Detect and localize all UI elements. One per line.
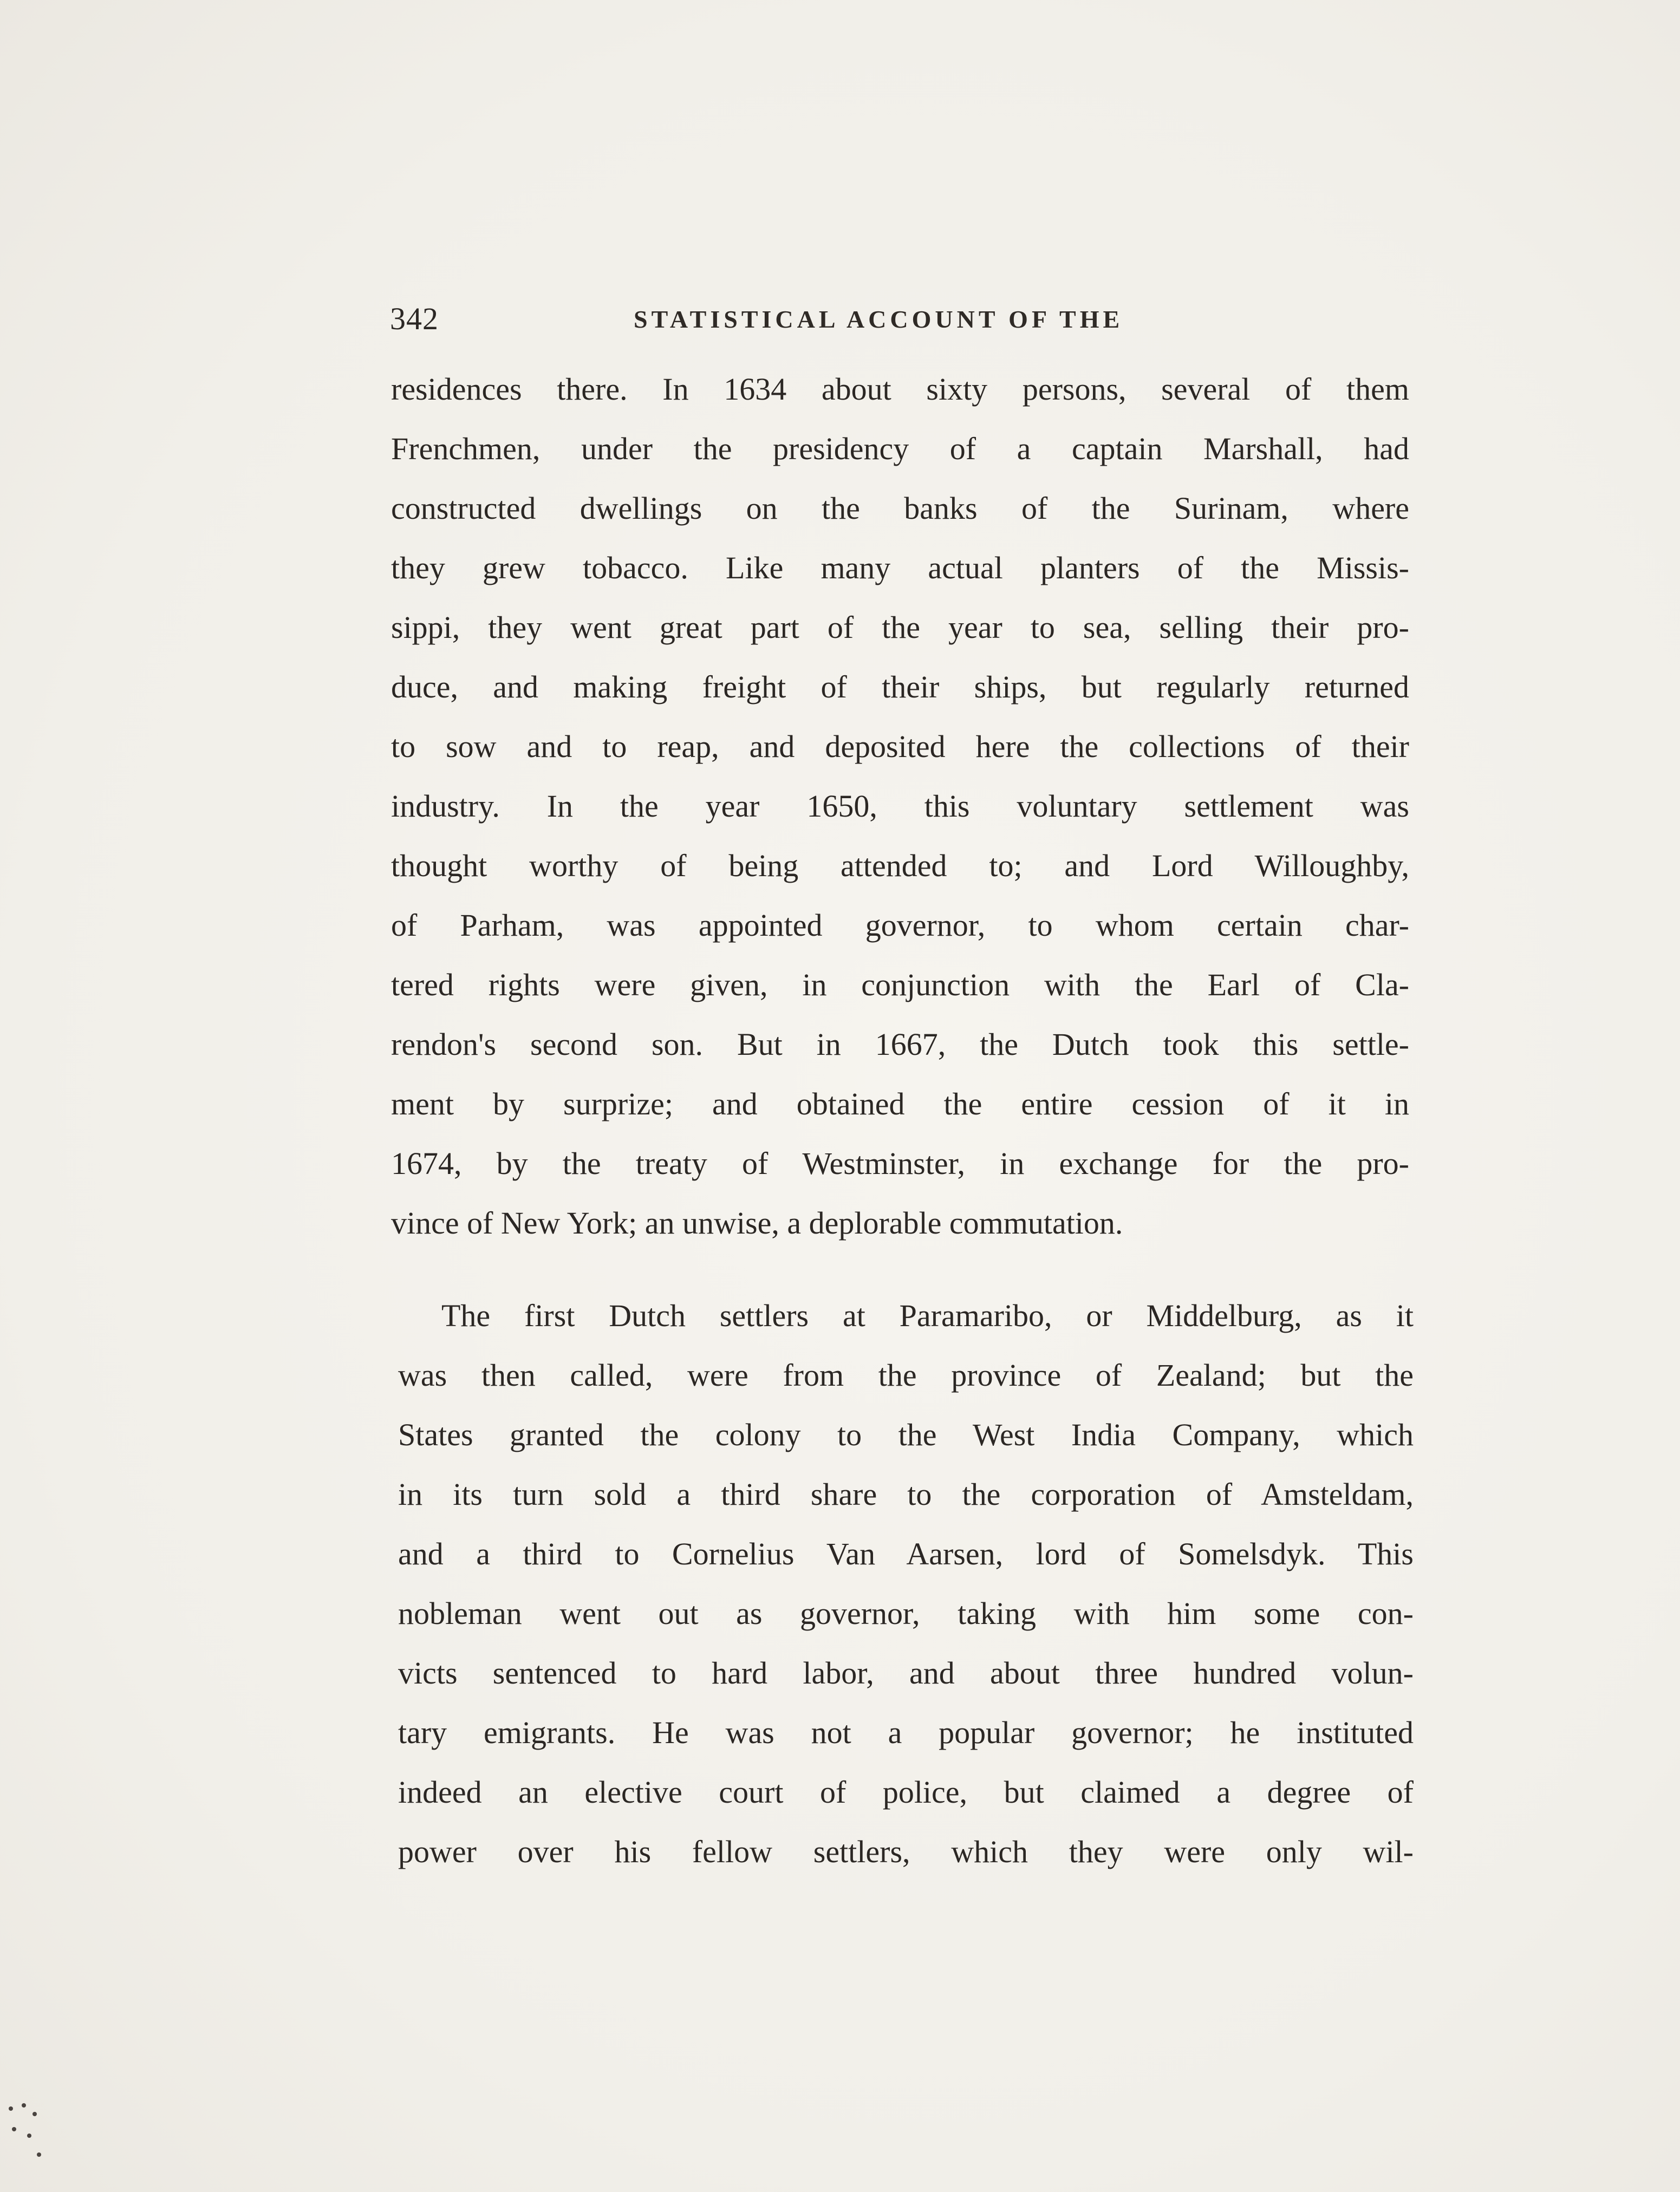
running-title: STATISTICAL ACCOUNT OF THE	[634, 305, 1124, 333]
text-line: constructed dwellings on the banks of the Surinam, where	[391, 491, 1409, 526]
page-header	[390, 301, 1419, 344]
text-line: nobleman went out as governor, taking with him some con-	[398, 1596, 1414, 1631]
text-line: vince of New York; an unwise, a deplorable commutation.	[391, 1205, 1123, 1241]
text-line: thought worthy of being attended to; and Lord Willoughby,	[391, 848, 1409, 883]
text-line: indeed an elective court of police, but claimed a degree of	[398, 1775, 1414, 1810]
text-line: and a third to Cornelius Van Aarsen, lord of Somelsdyk. This	[398, 1536, 1414, 1571]
text-line: in its turn sold a third share to the corporation of Amsteldam,	[398, 1477, 1414, 1512]
text-line: they grew tobacco. Like many actual planters of the Missis-	[391, 550, 1409, 585]
text-line: power over his fellow settlers, which they were only wil-	[398, 1834, 1414, 1869]
text-line: Frenchmen, under the presidency of a captain Marshall, had	[391, 431, 1409, 466]
text-line: 1674, by the treaty of Westminster, in exchange for the pro-	[391, 1146, 1409, 1181]
paragraph-2	[398, 1286, 1414, 1882]
text-line: ment by surprize; and obtained the entire cession of it in	[391, 1086, 1409, 1121]
text-line: tary emigrants. He was not a popular governor; he instituted	[398, 1715, 1414, 1750]
text-line: residences there. In 1634 about sixty persons, several of them	[391, 371, 1409, 407]
margin-ink-specks	[5, 2101, 49, 2166]
text-line: sippi, they went great part of the year to sea, selling their pro-	[391, 610, 1409, 645]
paragraph-1	[391, 360, 1409, 1253]
text-line: duce, and making freight of their ships, but regularly returned	[391, 669, 1409, 704]
text-line: The first Dutch settlers at Paramaribo, or Middelburg, as it	[441, 1298, 1414, 1333]
text-line: States granted the colony to the West India Company, which	[398, 1417, 1414, 1452]
page-number: 342	[390, 301, 439, 336]
text-line: to sow and to reap, and deposited here the collections of their	[391, 729, 1409, 764]
text-line: rendon's second son. But in 1667, the Dutch took this settle-	[391, 1027, 1409, 1062]
text-line: victs sentenced to hard labor, and about three hundred volun-	[398, 1655, 1414, 1691]
text-line: industry. In the year 1650, this voluntary settlement was	[391, 788, 1409, 824]
text-line: of Parham, was appointed governor, to whom certain char-	[391, 908, 1409, 943]
text-line: tered rights were given, in conjunction with the Earl of Cla-	[391, 967, 1409, 1002]
text-line: was then called, were from the province of Zealand; but the	[398, 1358, 1414, 1393]
